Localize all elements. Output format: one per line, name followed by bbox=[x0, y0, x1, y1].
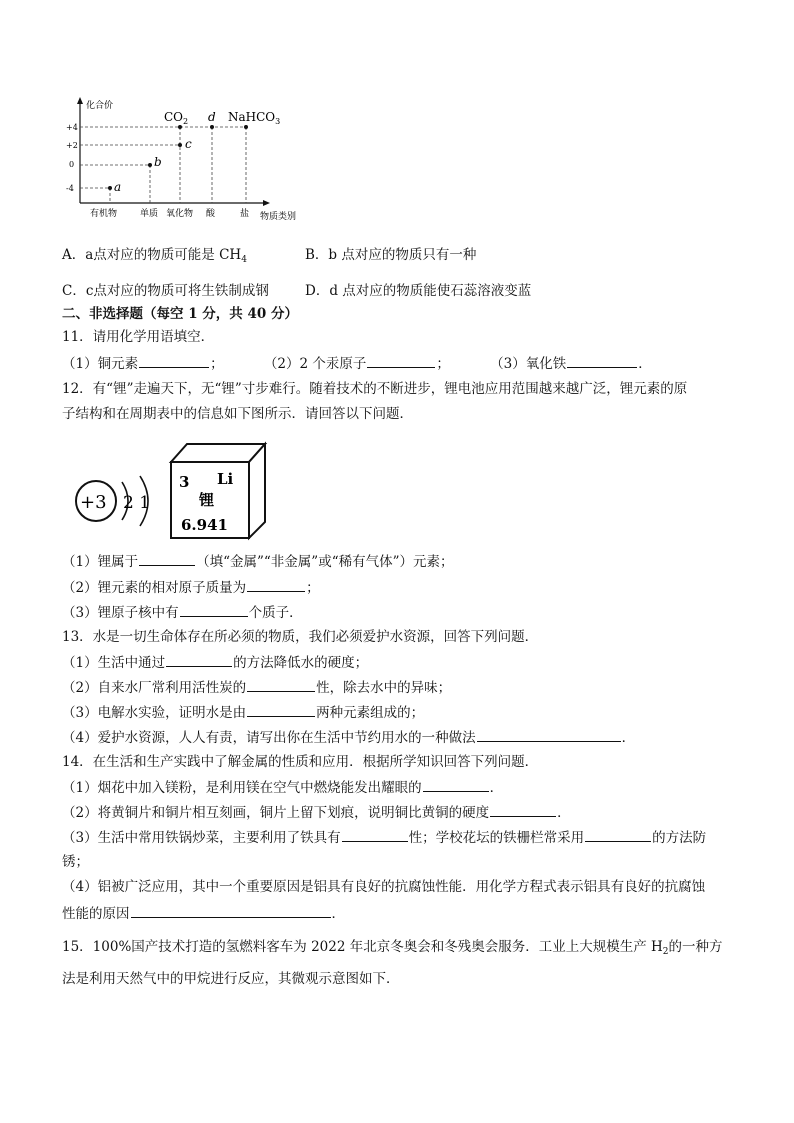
q14-part4-line1: （4）铝被广泛应用，其中一个重要原因是铝具有良好的抗腐蚀性能．用化学方程式表示铝具有良好的抗腐蚀 bbox=[62, 879, 706, 895]
x-cat-oxide: 氧化物 bbox=[166, 209, 194, 219]
answer-blank[interactable] bbox=[477, 727, 621, 742]
point-co2 bbox=[178, 125, 182, 129]
q12-part1: （1）锂属于 （填“金属”“非金属”或“稀有气体”）元素； bbox=[62, 551, 454, 572]
label-d: d bbox=[208, 110, 216, 124]
answer-blank[interactable] bbox=[567, 353, 637, 368]
electron-count: 2 1 bbox=[123, 493, 151, 513]
point-b bbox=[148, 163, 152, 167]
point-d bbox=[210, 125, 214, 129]
q13-part2: （2）自来水厂常利用活性炭的 性，除去水中的异味； bbox=[62, 677, 451, 698]
answer-blank[interactable] bbox=[585, 827, 651, 842]
label-b: b bbox=[154, 155, 162, 169]
q12-part3: （3）锂原子核中有 个质子． bbox=[62, 602, 303, 623]
answer-blank[interactable] bbox=[247, 677, 315, 692]
answer-blank[interactable] bbox=[423, 777, 489, 792]
answer-blank[interactable] bbox=[342, 827, 408, 842]
x-cat-element: 单质 bbox=[140, 209, 159, 219]
q12-stem-line2: 子结构和在周期表中的信息如下图所示．请回答以下问题． bbox=[62, 406, 413, 422]
q14-stem: 14．在生活和生产实践中了解金属的性质和应用．根据所学知识回答下列问题． bbox=[62, 754, 539, 770]
answer-blank[interactable] bbox=[139, 551, 195, 566]
q13-part1: （1）生活中通过 的方法降低水的硬度； bbox=[62, 652, 368, 673]
y-tick-plus4: +4 bbox=[66, 123, 78, 132]
element-symbol: Li bbox=[217, 470, 234, 488]
q11-stem: 11．请用化学用语填空． bbox=[62, 329, 215, 345]
q10-option-a: A．a点对应的物质可能是 $CH_4$ bbox=[62, 247, 247, 265]
periodic-table-cell bbox=[165, 440, 275, 542]
q11-parts: （1）铜元素 ； （2）2 个汞原子 ； （3）氧化铁 ． bbox=[62, 353, 652, 374]
answer-blank[interactable] bbox=[247, 702, 315, 717]
x-cat-acid: 酸 bbox=[206, 209, 216, 219]
q12-stem-line1: 12．有“锂”走遍天下，无“锂”寸步难行。随着技术的不断进步，锂电池应用范围越来越广泛，锂元素的原 bbox=[62, 381, 688, 397]
element-name: 锂 bbox=[199, 491, 215, 509]
y-tick-plus2: +2 bbox=[66, 141, 78, 150]
nucleus-charge: +3 bbox=[80, 492, 107, 513]
q13-stem: 13．水是一切生命体存在所必须的物质，我们必须爱护水资源，回答下列问题． bbox=[62, 629, 539, 645]
answer-blank[interactable] bbox=[166, 652, 232, 667]
label-co2: $CO_2$ bbox=[164, 110, 189, 126]
y-tick-zero: 0 bbox=[69, 160, 75, 169]
answer-blank[interactable] bbox=[139, 353, 209, 368]
label-c: c bbox=[185, 137, 192, 151]
q13-part3: （3）电解水实验，证明水是由 两种元素组成的； bbox=[62, 702, 424, 723]
answer-blank[interactable] bbox=[367, 353, 435, 368]
x-cat-organic: 有机物 bbox=[90, 209, 118, 219]
point-c bbox=[178, 143, 182, 147]
section-2-title: 二、非选择题（每空 1 分，共 40 分） bbox=[62, 306, 298, 322]
label-a: a bbox=[114, 180, 122, 194]
lithium-atom-diagram bbox=[70, 468, 160, 534]
q10-option-d: D．d 点对应的物质能使石蕊溶液变蓝 bbox=[305, 283, 532, 299]
label-nahco3: NaHCO$_3$ bbox=[228, 110, 281, 126]
x-cat-salt: 盐 bbox=[240, 209, 250, 219]
q12-part2: （2）锂元素的相对原子质量为 ； bbox=[62, 577, 320, 598]
y-tick-minus4: -4 bbox=[66, 184, 74, 193]
y-axis-arrow bbox=[77, 97, 83, 104]
q14-part4-line2: 性能的原因 ． bbox=[62, 903, 345, 924]
y-axis-title: 化合价 bbox=[86, 101, 114, 111]
x-axis-title: 物质类别 bbox=[260, 212, 297, 222]
answer-blank[interactable] bbox=[131, 903, 331, 918]
q14-part1: （1）烟花中加入镁粉，是利用镁在空气中燃烧能发出耀眼的 ． bbox=[62, 777, 503, 798]
point-nahco3 bbox=[244, 125, 248, 129]
answer-blank[interactable] bbox=[490, 802, 556, 817]
q14-part3-cont: 锈； bbox=[62, 854, 89, 870]
atomic-mass: 6.941 bbox=[181, 516, 228, 534]
valence-chart bbox=[60, 95, 310, 225]
q13-part4: （4）爱护水资源，人人有责，请写出你在生活中节约用水的一种做法 ． bbox=[62, 727, 635, 748]
q14-part2: （2）将黄铜片和铜片相互刻画，铜片上留下划痕，说明铜比黄铜的硬度 ． bbox=[62, 802, 571, 823]
answer-blank[interactable] bbox=[247, 577, 305, 592]
q15-line2: 法是利用天然气中的甲烷进行反应，其微观示意图如下． bbox=[62, 971, 400, 987]
answer-blank[interactable] bbox=[180, 602, 248, 617]
atomic-number: 3 bbox=[179, 473, 190, 491]
q15-line1: 15．100%国产技术打造的氢燃料客车为 2022 年北京冬奥会和冬残奥会服务．工业上大规模生产 $H_2$的一种方 bbox=[62, 939, 723, 957]
point-a bbox=[108, 186, 112, 190]
q14-part3: （3）生活中常用铁锅炒菜，主要利用了铁具有 性；学校花坛的铁栅栏常采用 的方法防 bbox=[62, 827, 706, 848]
x-axis-arrow bbox=[263, 200, 270, 206]
q10-option-b: B．b 点对应的物质只有一种 bbox=[305, 247, 477, 263]
q10-option-c: C．c点对应的物质可将生铁制成钢 bbox=[62, 283, 269, 299]
